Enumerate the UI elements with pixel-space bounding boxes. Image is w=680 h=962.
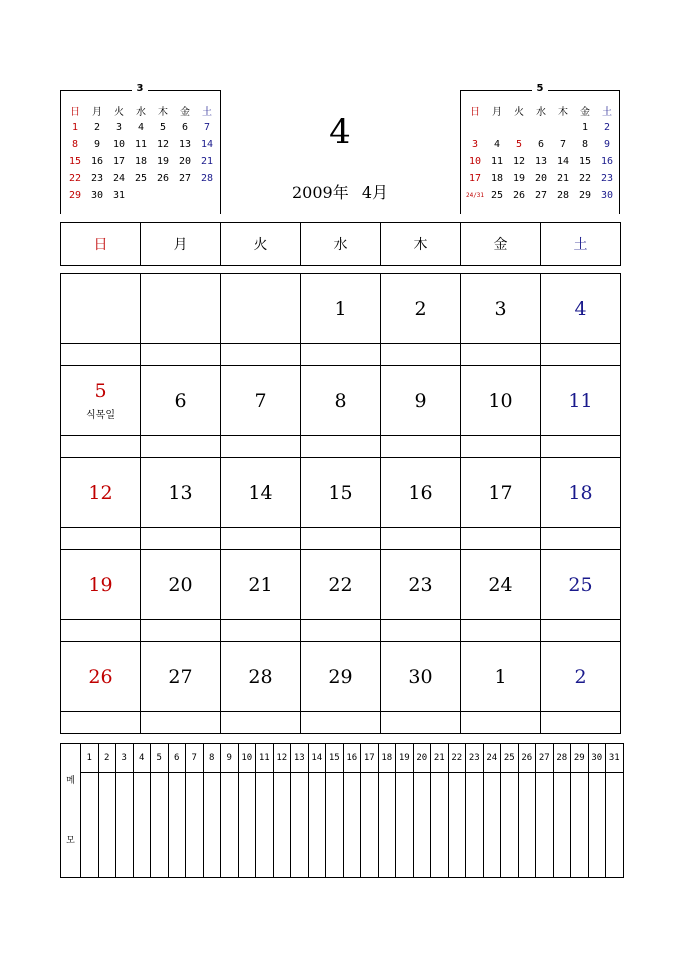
mini-weekday: 月 — [92, 107, 102, 118]
mini-day: 2 — [603, 122, 611, 133]
mini-weekday: 金 — [580, 107, 590, 118]
note-cell[interactable] — [221, 436, 301, 458]
day-cell[interactable]: 11 — [541, 366, 621, 436]
mini-day: 24/31 — [465, 192, 485, 199]
note-cell[interactable] — [61, 528, 141, 550]
mini-day: 24 — [112, 173, 126, 184]
day-cell[interactable]: 2 — [381, 274, 461, 344]
mini-weekday: 日 — [70, 107, 80, 118]
note-cell[interactable] — [461, 620, 541, 642]
mini-weekday: 木 — [158, 107, 168, 118]
memo-day-header: 2 — [98, 744, 116, 773]
day-number: 5 — [94, 380, 107, 402]
mini-calendar-prev — [60, 83, 220, 214]
note-cell[interactable] — [381, 712, 461, 734]
mini-day: 27 — [178, 173, 192, 184]
memo-day-header: 16 — [343, 744, 361, 773]
memo-day-cell[interactable] — [518, 773, 536, 878]
note-cell[interactable] — [541, 436, 621, 458]
note-cell[interactable] — [221, 620, 301, 642]
note-row — [61, 528, 621, 550]
memo-day-header: 14 — [308, 744, 326, 773]
memo-day-header: 5 — [151, 744, 169, 773]
memo-table — [60, 743, 624, 878]
mini-day: 3 — [115, 122, 123, 133]
day-cell[interactable]: 7 — [221, 366, 301, 436]
note-cell[interactable] — [221, 528, 301, 550]
memo-day-cell[interactable] — [431, 773, 449, 878]
mini-day: 14 — [556, 156, 570, 167]
mini-day: 8 — [71, 139, 79, 150]
mini-day — [486, 119, 508, 136]
day-cell[interactable]: 3 — [461, 274, 541, 344]
weekday-sat: 土 — [541, 223, 621, 266]
note-cell[interactable] — [541, 712, 621, 734]
mini-day: 29 — [578, 190, 592, 201]
mini-weekday: 火 — [514, 107, 524, 118]
memo-day-header: 10 — [238, 744, 256, 773]
note-cell[interactable] — [541, 620, 621, 642]
note-row — [61, 436, 621, 458]
memo-day-header: 30 — [588, 744, 606, 773]
memo-day-cell[interactable] — [186, 773, 204, 878]
week-row — [61, 274, 621, 344]
note-cell[interactable] — [541, 344, 621, 366]
mini-day: 17 — [112, 156, 126, 167]
mini-day: 19 — [156, 156, 170, 167]
note-cell[interactable] — [141, 528, 221, 550]
day-cell[interactable]: 12 — [61, 458, 141, 528]
mini-day: 11 — [490, 156, 504, 167]
memo-day-header: 4 — [133, 744, 151, 773]
memo-day-header: 31 — [606, 744, 624, 773]
mini-day: 22 — [68, 173, 82, 184]
mini-day: 29 — [68, 190, 82, 201]
memo-day-cell[interactable] — [396, 773, 414, 878]
day-cell[interactable]: 15 — [301, 458, 381, 528]
note-cell[interactable] — [61, 620, 141, 642]
mini-day: 25 — [490, 190, 504, 201]
weekday-wed: 水 — [301, 223, 381, 266]
mini-day: 26 — [512, 190, 526, 201]
day-cell[interactable]: 19 — [61, 550, 141, 620]
mini-calendar-next-month: 5 — [532, 83, 549, 94]
day-cell[interactable]: 4 — [541, 274, 621, 344]
note-cell[interactable] — [141, 712, 221, 734]
day-cell[interactable]: 8 — [301, 366, 381, 436]
memo-day-header: 21 — [431, 744, 449, 773]
memo-day-header: 6 — [168, 744, 186, 773]
memo-day-header: 25 — [501, 744, 519, 773]
mini-calendar-next-grid — [464, 102, 618, 204]
note-cell[interactable] — [141, 344, 221, 366]
mini-day: 19 — [512, 173, 526, 184]
note-row — [61, 344, 621, 366]
note-cell[interactable] — [461, 344, 541, 366]
mini-day: 28 — [200, 173, 214, 184]
mini-day: 11 — [134, 139, 148, 150]
mini-calendar-divider — [220, 90, 221, 214]
weekday-fri: 金 — [461, 223, 541, 266]
note-cell[interactable] — [381, 620, 461, 642]
mini-weekday: 月 — [492, 107, 502, 118]
day-cell[interactable]: 2 — [541, 642, 621, 712]
holiday-label: 식목일 — [86, 410, 115, 421]
memo-day-cell[interactable] — [571, 773, 589, 878]
memo-day-cell[interactable] — [466, 773, 484, 878]
mini-day: 26 — [156, 173, 170, 184]
note-cell[interactable] — [221, 344, 301, 366]
mini-day: 5 — [515, 139, 523, 150]
note-cell[interactable] — [301, 344, 381, 366]
mini-day: 13 — [178, 139, 192, 150]
day-cell[interactable]: 10 — [461, 366, 541, 436]
note-cell[interactable] — [541, 528, 621, 550]
mini-calendar-next — [460, 83, 620, 214]
note-cell[interactable] — [61, 436, 141, 458]
memo-day-cell[interactable] — [273, 773, 291, 878]
memo-day-header: 23 — [466, 744, 484, 773]
memo-day-cell[interactable] — [378, 773, 396, 878]
note-cell[interactable] — [61, 712, 141, 734]
memo-day-cell[interactable] — [413, 773, 431, 878]
mini-day: 10 — [112, 139, 126, 150]
day-cell[interactable]: 27 — [141, 642, 221, 712]
mini-day: 7 — [203, 122, 211, 133]
note-cell[interactable] — [141, 620, 221, 642]
memo-day-cell[interactable] — [98, 773, 116, 878]
memo-day-cell[interactable] — [483, 773, 501, 878]
note-cell[interactable] — [221, 712, 301, 734]
note-row — [61, 712, 621, 734]
weekday-sun: 日 — [61, 223, 141, 266]
mini-weekday: 土 — [602, 107, 612, 118]
memo-day-header: 9 — [221, 744, 239, 773]
mini-day: 22 — [578, 173, 592, 184]
month-grid — [60, 273, 621, 734]
mini-day: 30 — [90, 190, 104, 201]
note-row — [61, 620, 621, 642]
memo-day-cell[interactable] — [606, 773, 624, 878]
mini-day: 23 — [90, 173, 104, 184]
mini-day: 20 — [178, 156, 192, 167]
memo-day-header: 1 — [81, 744, 99, 773]
note-cell[interactable] — [61, 344, 141, 366]
mini-weekday: 木 — [558, 107, 568, 118]
mini-day: 1 — [71, 122, 79, 133]
day-cell[interactable]: 23 — [381, 550, 461, 620]
year-label: 2009年 — [291, 183, 349, 202]
note-cell[interactable] — [381, 436, 461, 458]
memo-day-header: 26 — [518, 744, 536, 773]
memo-day-cell[interactable] — [168, 773, 186, 878]
memo-day-header: 28 — [553, 744, 571, 773]
mini-day — [464, 119, 486, 136]
memo-day-cell[interactable] — [536, 773, 554, 878]
mini-day — [552, 119, 574, 136]
mini-day — [130, 187, 152, 204]
mini-day: 28 — [556, 190, 570, 201]
month-number: 4 — [329, 112, 351, 152]
day-cell[interactable] — [221, 274, 301, 344]
mini-day — [508, 119, 530, 136]
day-cell[interactable]: 29 — [301, 642, 381, 712]
mini-day: 31 — [112, 190, 126, 201]
day-cell[interactable]: 1 — [301, 274, 381, 344]
day-cell[interactable]: 22 — [301, 550, 381, 620]
note-cell[interactable] — [301, 528, 381, 550]
memo-day-header: 7 — [186, 744, 204, 773]
mini-day: 1 — [581, 122, 589, 133]
mini-weekday: 火 — [114, 107, 124, 118]
memo-day-cell[interactable] — [326, 773, 344, 878]
memo-label — [61, 744, 81, 878]
weekday-mon: 月 — [141, 223, 221, 266]
weekday-header — [60, 222, 621, 266]
note-cell[interactable] — [301, 436, 381, 458]
memo-day-header: 3 — [116, 744, 134, 773]
memo-day-header: 19 — [396, 744, 414, 773]
mini-day: 4 — [493, 139, 501, 150]
day-cell[interactable]: 30 — [381, 642, 461, 712]
memo-day-cell[interactable] — [308, 773, 326, 878]
mini-weekday: 水 — [536, 107, 546, 118]
mini-day: 20 — [534, 173, 548, 184]
note-cell[interactable] — [301, 620, 381, 642]
memo-day-header: 29 — [571, 744, 589, 773]
memo-header-row — [61, 744, 624, 773]
memo-day-cell[interactable] — [553, 773, 571, 878]
week-row — [61, 642, 621, 712]
memo-day-header: 15 — [326, 744, 344, 773]
memo-day-cell[interactable] — [361, 773, 379, 878]
mini-weekday: 金 — [180, 107, 190, 118]
mini-day: 2 — [93, 122, 101, 133]
day-cell[interactable] — [61, 274, 141, 344]
day-cell[interactable]: 20 — [141, 550, 221, 620]
weekday-thu: 木 — [381, 223, 461, 266]
memo-day-cell[interactable] — [116, 773, 134, 878]
note-cell[interactable] — [461, 712, 541, 734]
mini-day: 4 — [137, 122, 145, 133]
note-cell[interactable] — [381, 344, 461, 366]
mini-day: 30 — [600, 190, 614, 201]
mini-day — [530, 119, 552, 136]
memo-day-cell[interactable] — [133, 773, 151, 878]
mini-day: 7 — [559, 139, 567, 150]
memo-body-row — [61, 773, 624, 878]
mini-day: 21 — [200, 156, 214, 167]
mini-day — [174, 187, 196, 204]
week-row — [61, 366, 621, 436]
memo-day-header: 17 — [361, 744, 379, 773]
mini-day: 18 — [490, 173, 504, 184]
memo-day-cell[interactable] — [588, 773, 606, 878]
mini-day: 10 — [468, 156, 482, 167]
mini-day: 16 — [90, 156, 104, 167]
memo-day-cell[interactable] — [448, 773, 466, 878]
mini-day: 9 — [93, 139, 101, 150]
mini-day: 5 — [159, 122, 167, 133]
mini-day: 6 — [181, 122, 189, 133]
memo-day-header: 11 — [256, 744, 274, 773]
week-row — [61, 550, 621, 620]
mini-day: 13 — [534, 156, 548, 167]
mini-day: 16 — [600, 156, 614, 167]
memo-label-bottom: 모 — [66, 835, 75, 846]
day-cell[interactable]: 13 — [141, 458, 221, 528]
mini-day: 3 — [471, 139, 479, 150]
day-cell[interactable]: 21 — [221, 550, 301, 620]
memo-label-top: 메 — [66, 775, 75, 786]
memo-day-header: 20 — [413, 744, 431, 773]
memo-day-cell[interactable] — [238, 773, 256, 878]
mini-day: 6 — [537, 139, 545, 150]
mini-day: 25 — [134, 173, 148, 184]
mini-day: 12 — [512, 156, 526, 167]
day-cell[interactable]: 28 — [221, 642, 301, 712]
memo-day-header: 8 — [203, 744, 221, 773]
mini-day — [152, 187, 174, 204]
memo-day-cell[interactable] — [256, 773, 274, 878]
weekday-tue: 火 — [221, 223, 301, 266]
memo-day-header: 18 — [378, 744, 396, 773]
mini-day: 18 — [134, 156, 148, 167]
memo-day-cell[interactable] — [81, 773, 99, 878]
week-row — [61, 458, 621, 528]
mini-calendar-prev-grid — [64, 102, 218, 204]
mini-weekday: 水 — [136, 107, 146, 118]
memo-day-header: 24 — [483, 744, 501, 773]
note-cell[interactable] — [461, 436, 541, 458]
memo-day-cell[interactable] — [203, 773, 221, 878]
memo-day-header: 27 — [536, 744, 554, 773]
memo-day-cell[interactable] — [343, 773, 361, 878]
day-cell[interactable]: 26 — [61, 642, 141, 712]
mini-calendar-divider — [460, 90, 461, 214]
mini-day: 9 — [603, 139, 611, 150]
note-cell[interactable] — [141, 436, 221, 458]
memo-day-cell[interactable] — [501, 773, 519, 878]
day-cell[interactable]: 17 — [461, 458, 541, 528]
day-cell[interactable]: 1 — [461, 642, 541, 712]
day-cell[interactable] — [141, 274, 221, 344]
memo-day-header: 12 — [273, 744, 291, 773]
mini-day: 21 — [556, 173, 570, 184]
mini-calendar-prev-month: 3 — [132, 83, 149, 94]
note-cell[interactable] — [301, 712, 381, 734]
mini-day: 23 — [600, 173, 614, 184]
mini-day: 15 — [68, 156, 82, 167]
mini-weekday: 土 — [202, 107, 212, 118]
mini-day: 8 — [581, 139, 589, 150]
mini-day: 27 — [534, 190, 548, 201]
memo-day-cell[interactable] — [221, 773, 239, 878]
mini-day — [196, 187, 218, 204]
day-cell[interactable]: 24 — [461, 550, 541, 620]
memo-day-cell[interactable] — [151, 773, 169, 878]
day-cell[interactable]: 9 — [381, 366, 461, 436]
day-cell[interactable] — [61, 366, 141, 436]
memo-day-header: 22 — [448, 744, 466, 773]
memo-day-cell[interactable] — [291, 773, 309, 878]
day-cell[interactable]: 14 — [221, 458, 301, 528]
note-cell[interactable] — [381, 528, 461, 550]
mini-weekday: 日 — [470, 107, 480, 118]
mini-day: 14 — [200, 139, 214, 150]
day-cell[interactable]: 25 — [541, 550, 621, 620]
note-cell[interactable] — [461, 528, 541, 550]
day-cell[interactable]: 6 — [141, 366, 221, 436]
month-label: 4月 — [361, 183, 388, 202]
memo-day-header: 13 — [291, 744, 309, 773]
mini-day: 17 — [468, 173, 482, 184]
year-month-label — [240, 180, 440, 203]
mini-day: 12 — [156, 139, 170, 150]
day-cell[interactable]: 18 — [541, 458, 621, 528]
day-cell[interactable]: 16 — [381, 458, 461, 528]
mini-day: 15 — [578, 156, 592, 167]
